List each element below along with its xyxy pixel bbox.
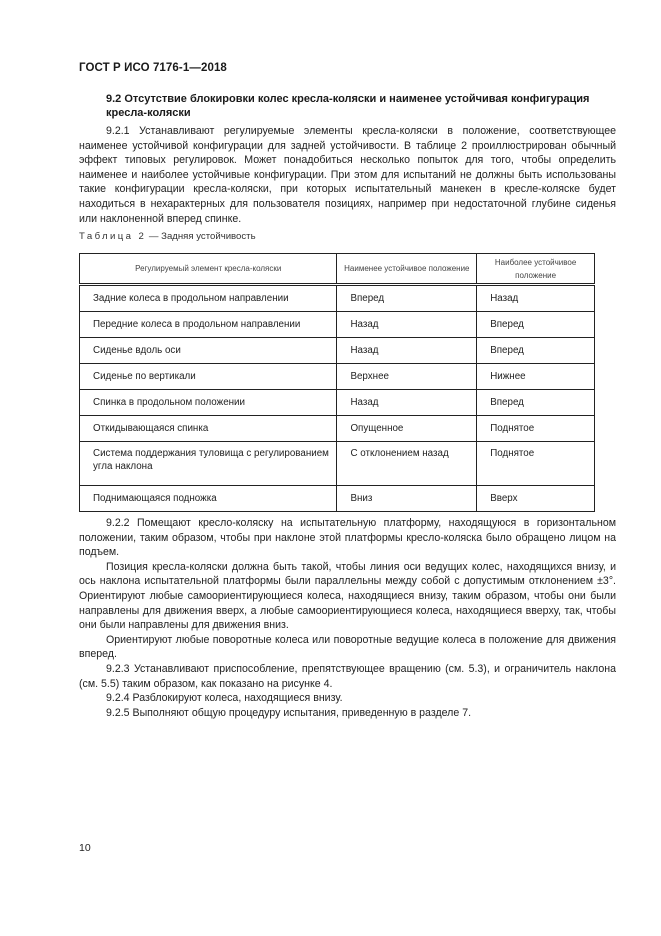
paragraph-9-2-2: 9.2.2 Помещают кресло-коляску на испытательную платформу, находящуюся в горизонтальном положении, таким образом, чтобы при наклоне этой платформы кресло-коляска было обращено лицом на подъем. xyxy=(79,517,616,559)
paragraph-9-2-4: 9.2.4 Разблокируют колеса, находящиеся внизу. xyxy=(106,692,343,705)
table-caption-dash: — xyxy=(146,231,162,242)
table-row xyxy=(80,364,595,390)
cell-element: Сиденье по вертикали xyxy=(80,364,337,390)
cell-least-stable: Опущенное xyxy=(337,416,477,442)
column-header-least-stable: Наименее устойчивое положение xyxy=(337,254,477,285)
paragraph-block-before-table xyxy=(79,124,616,226)
cell-most-stable: Нижнее xyxy=(477,364,595,390)
cell-most-stable: Вперед xyxy=(477,312,595,338)
cell-element: Спинка в продольном положении xyxy=(80,390,337,416)
table-caption-title: Задняя устойчивость xyxy=(161,231,256,242)
paragraph-position: Позиция кресла-коляски должна быть такой, чтобы линия оси ведущих колес, находящихся внизу, и ось наклона испытательной платформы были параллельны между собой с допустимым отклонением ±3°. Ориентируют любые самоориентирующиеся колеса, находящиеся внизу, таким образом, чтобы они были направлены для движения вверх, а любые самоориентирующиеся колеса, находящиеся вверху, так, чтобы они были направлены для движения вниз. xyxy=(79,560,616,632)
cell-element: Передние колеса в продольном направлении xyxy=(80,312,337,338)
table-caption xyxy=(79,231,256,242)
cell-most-stable: Вперед xyxy=(477,338,595,364)
cell-most-stable: Назад xyxy=(477,285,595,312)
cell-element: Система поддержания туловища с регулированием угла наклона xyxy=(80,442,337,486)
table-row xyxy=(80,442,595,486)
paragraph-block-after-table xyxy=(79,516,616,720)
cell-element: Сиденье вдоль оси xyxy=(80,338,337,364)
cell-element: Откидывающаяся спинка xyxy=(80,416,337,442)
cell-most-stable: Вверх xyxy=(477,486,595,512)
paragraph-9-2-3: 9.2.3 Устанавливают приспособление, препятствующее вращению (см. 5.3), и ограничитель наклона (см. 5.5) таким образом, как показано на рисунке 4. xyxy=(79,662,616,690)
column-header-element: Регулируемый элемент кресла-коляски xyxy=(80,254,337,285)
column-header-most-stable: Наиболее устойчивое положение xyxy=(477,254,595,285)
cell-element: Поднимающаяся подножка xyxy=(80,486,337,512)
cell-least-stable: Вниз xyxy=(337,486,477,512)
cell-most-stable: Поднятое xyxy=(477,442,595,486)
cell-least-stable: Верхнее xyxy=(337,364,477,390)
paragraph-orient-caster: Ориентируют любые поворотные колеса или поворотные ведущие колеса в положение для движения вперед. xyxy=(79,633,616,661)
cell-most-stable: Поднятое xyxy=(477,416,595,442)
table-row xyxy=(80,486,595,512)
cell-element: Задние колеса в продольном направлении xyxy=(80,285,337,312)
cell-least-stable: Назад xyxy=(337,390,477,416)
cell-least-stable: Назад xyxy=(337,338,477,364)
table-row xyxy=(80,338,595,364)
table-row xyxy=(80,285,595,312)
paragraph-9-2-1: 9.2.1 Устанавливают регулируемые элементы кресла-коляски в положение, соответствующее наименее устойчивой конфигурации для задней устойчивости. В таблице 2 проиллюстрирован обычный эффект типовых регулировок. Может понадобиться несколько попыток для того, чтобы определить наименее и наиболее устойчивые конфигурации. При этом для испытаний не должны быть использованы такие конфигурации кресла-коляски, при которых испытательный манекен в кресле-коляске будет находиться в нехарактерных для пользователя позициях, например при недостаточной глубине сиденья или наклоненной вперед спинке. xyxy=(79,125,616,225)
cell-least-stable: Вперед xyxy=(337,285,477,312)
table-row xyxy=(80,416,595,442)
cell-least-stable: С отклонением назад xyxy=(337,442,477,486)
table-row xyxy=(80,390,595,416)
table-header-row xyxy=(80,254,595,285)
section-heading: 9.2 Отсутствие блокировки колес кресла-коляски и наименее устойчивая конфигурация кресла-коляски xyxy=(106,93,590,119)
cell-least-stable: Назад xyxy=(337,312,477,338)
table-row xyxy=(80,312,595,338)
page-number: 10 xyxy=(79,842,91,854)
paragraph-9-2-5: 9.2.5 Выполняют общую процедуру испытания, приведенную в разделе 7. xyxy=(106,706,472,719)
rear-stability-table xyxy=(79,253,595,512)
table-caption-label: Таблица 2 xyxy=(79,231,147,242)
cell-most-stable: Вперед xyxy=(477,390,595,416)
document-standard-id: ГОСТ Р ИСО 7176-1—2018 xyxy=(79,62,227,74)
